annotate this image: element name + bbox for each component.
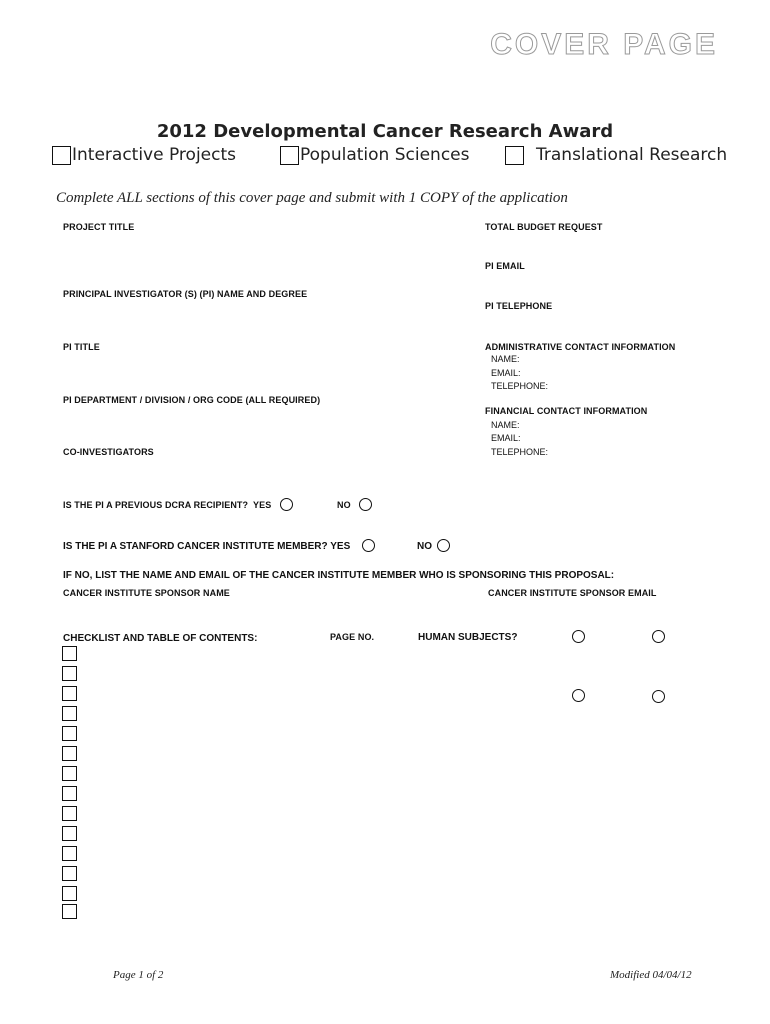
sponsor-prompt: IF NO, LIST THE NAME AND EMAIL OF THE CANCER INSTITUTE MEMBER WHO IS SPONSORING THIS PROPOSAL: bbox=[63, 570, 615, 581]
human-subjects-no-radio[interactable] bbox=[652, 630, 665, 643]
population-sciences-checkbox[interactable] bbox=[280, 146, 299, 165]
category-interactive-projects[interactable] bbox=[52, 142, 236, 168]
pi-department-label: PI DEPARTMENT / DIVISION / ORG CODE (ALL REQUIRED) bbox=[63, 395, 321, 405]
cover-page-title: COVER PAGE bbox=[490, 28, 718, 61]
prev-dcra-question: IS THE PI A PREVIOUS DCRA RECIPIENT? bbox=[63, 500, 249, 510]
admin-contact-name: NAME: bbox=[491, 354, 520, 364]
population-sciences-label: Population Sciences bbox=[300, 145, 470, 165]
page-number: Page 1 of 2 bbox=[113, 969, 164, 981]
admin-contact-email: EMAIL: bbox=[491, 368, 521, 378]
translational-research-label: Translational Research bbox=[536, 145, 728, 165]
category-translational-research[interactable] bbox=[505, 142, 727, 168]
sci-member-yes-radio[interactable] bbox=[362, 539, 375, 552]
admin-contact-telephone: TELEPHONE: bbox=[491, 381, 549, 391]
admin-contact-title: ADMINISTRATIVE CONTACT INFORMATION bbox=[485, 342, 676, 352]
pi-title-label: PI TITLE bbox=[63, 342, 100, 352]
checklist-checkbox[interactable] bbox=[62, 846, 77, 861]
prev-dcra-no-radio[interactable] bbox=[359, 498, 372, 511]
page-no-label: PAGE NO. bbox=[330, 632, 375, 642]
interactive-projects-label: Interactive Projects bbox=[72, 145, 236, 165]
project-title-label: PROJECT TITLE bbox=[63, 222, 135, 232]
sci-member-no-radio[interactable] bbox=[437, 539, 450, 552]
checklist-checkbox[interactable] bbox=[62, 666, 77, 681]
co-investigators-label: CO-INVESTIGATORS bbox=[63, 447, 154, 457]
checklist-checkbox[interactable] bbox=[62, 686, 77, 701]
checklist-checkbox[interactable] bbox=[62, 766, 77, 781]
pi-name-label: PRINCIPAL INVESTIGATOR (S) (PI) NAME AND DEGREE bbox=[63, 289, 308, 299]
checklist-checkbox[interactable] bbox=[62, 746, 77, 761]
prev-dcra-no-label: NO bbox=[337, 500, 351, 510]
sci-member-no-label: NO bbox=[417, 541, 432, 552]
checklist-checkbox[interactable] bbox=[62, 826, 77, 841]
financial-contact-name: NAME: bbox=[491, 420, 520, 430]
checklist-checkbox[interactable] bbox=[62, 786, 77, 801]
checklist-checkbox[interactable] bbox=[62, 806, 77, 821]
pi-email-label: PI EMAIL bbox=[485, 261, 525, 271]
checklist-checkbox[interactable] bbox=[62, 866, 77, 881]
pi-telephone-label: PI TELEPHONE bbox=[485, 301, 553, 311]
checklist-checkbox[interactable] bbox=[62, 706, 77, 721]
sponsor-email-label: CANCER INSTITUTE SPONSOR EMAIL bbox=[488, 588, 657, 598]
sci-member-question: IS THE PI A STANFORD CANCER INSTITUTE MEMBER? YES bbox=[63, 541, 351, 552]
interactive-projects-checkbox[interactable] bbox=[52, 146, 71, 165]
translational-research-checkbox[interactable] bbox=[505, 146, 524, 165]
second-question-no-radio[interactable] bbox=[652, 690, 665, 703]
modified-date: Modified 04/04/12 bbox=[610, 969, 692, 981]
financial-contact-email: EMAIL: bbox=[491, 433, 521, 443]
sponsor-name-label: CANCER INSTITUTE SPONSOR NAME bbox=[63, 588, 230, 598]
financial-contact-title: FINANCIAL CONTACT INFORMATION bbox=[485, 406, 648, 416]
instructions: Complete ALL sections of this cover page and submit with 1 COPY of the application bbox=[56, 190, 568, 206]
checklist-checkbox[interactable] bbox=[62, 904, 77, 919]
total-budget-label: TOTAL BUDGET REQUEST bbox=[485, 222, 603, 232]
checklist-checkbox[interactable] bbox=[62, 886, 77, 901]
category-population-sciences[interactable] bbox=[280, 142, 469, 168]
second-question-yes-radio[interactable] bbox=[572, 689, 585, 702]
financial-contact-telephone: TELEPHONE: bbox=[491, 447, 549, 457]
prev-dcra-yes-label: YES bbox=[253, 500, 272, 510]
prev-dcra-yes-radio[interactable] bbox=[280, 498, 293, 511]
checklist-title: CHECKLIST AND TABLE OF CONTENTS: bbox=[63, 633, 258, 644]
human-subjects-yes-radio[interactable] bbox=[572, 630, 585, 643]
award-title: 2012 Developmental Cancer Research Award bbox=[156, 121, 614, 142]
checklist-checkbox[interactable] bbox=[62, 646, 77, 661]
checklist-checkbox[interactable] bbox=[62, 726, 77, 741]
human-subjects-label: HUMAN SUBJECTS? bbox=[418, 632, 518, 643]
